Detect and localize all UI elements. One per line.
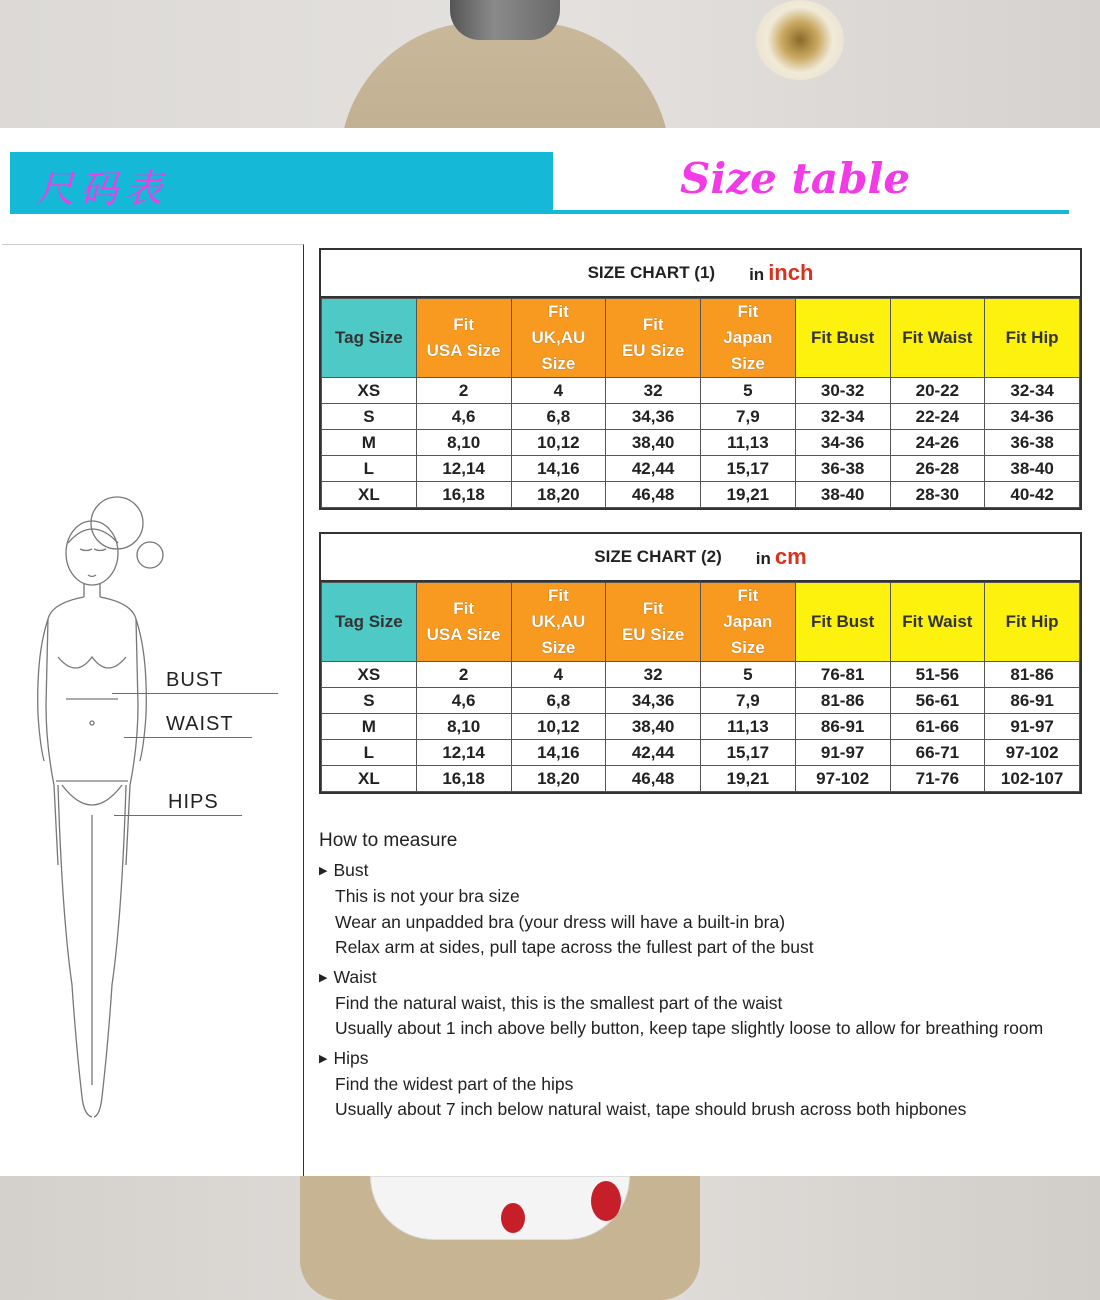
table-row (322, 766, 1080, 792)
measure-instruction: Relax arm at sides, pull tape across the fullest part of the bust (335, 937, 814, 957)
table-cell: 7,9 (701, 688, 796, 714)
table-cell: 15,17 (701, 456, 796, 482)
size-chart-inch (319, 248, 1082, 510)
table-cell: 19,21 (701, 482, 796, 508)
table-cell: 12,14 (416, 456, 511, 482)
measure-instruction: Usually about 1 inch above belly button, keep tape slightly loose to allow for breathing room (335, 1018, 1044, 1038)
table-cell: 38,40 (606, 714, 701, 740)
measure-section-heading: Bust (333, 860, 369, 880)
size-table-title: Size table (680, 154, 911, 203)
measure-instruction: Find the natural waist, this is the smallest part of the waist (335, 992, 783, 1013)
size-chart-1-title: SIZE CHART (1) (587, 263, 716, 282)
table-cell: 18,20 (511, 766, 606, 792)
column-header: Fit Hip (985, 583, 1080, 662)
how-to-measure (319, 830, 1099, 1129)
table-cell: 2 (416, 662, 511, 688)
measure-instruction: Find the widest part of the hips (335, 1073, 574, 1094)
bust-label: BUST (166, 669, 224, 691)
table-cell: 56-61 (890, 688, 985, 714)
table-cell: L (322, 740, 417, 766)
table-row (322, 482, 1080, 508)
table-cell: 4 (511, 662, 606, 688)
column-header: Fit UK,AU Size (511, 299, 606, 378)
table-cell: 81-86 (985, 662, 1080, 688)
size-chart-2-title-row (321, 534, 1080, 582)
wall-ornament (756, 0, 844, 80)
table-cell: 71-76 (890, 766, 985, 792)
table-cell: 97-102 (985, 740, 1080, 766)
table-cell: 34-36 (985, 404, 1080, 430)
table-cell: XL (322, 482, 417, 508)
table-cell: 86-91 (985, 688, 1080, 714)
table-cell: 11,13 (701, 430, 796, 456)
column-header: Fit Hip (985, 299, 1080, 378)
table-cell: 15,17 (701, 740, 796, 766)
measure-instruction: This is not your bra size (335, 886, 520, 906)
table-cell: XS (322, 378, 417, 404)
table-cell: 24-26 (890, 430, 985, 456)
table-cell: 8,10 (416, 714, 511, 740)
column-header: Fit Japan Size (701, 583, 796, 662)
table-cell: 20-22 (890, 378, 985, 404)
table-cell: 4,6 (416, 404, 511, 430)
column-header: Fit USA Size (416, 583, 511, 662)
table-cell: 91-97 (985, 714, 1080, 740)
table-cell: 28-30 (890, 482, 985, 508)
table-cell: 86-91 (795, 714, 890, 740)
how-to-measure-title: How to measure (319, 830, 458, 851)
column-header: Fit Waist (890, 583, 985, 662)
size-chart-cm (319, 532, 1082, 794)
table-cell: 16,18 (416, 766, 511, 792)
column-header: Fit Japan Size (701, 299, 796, 378)
measure-section (319, 860, 1099, 961)
figure-panel (2, 244, 304, 1176)
table-cell: 7,9 (701, 404, 796, 430)
header-row (322, 583, 1080, 662)
table-cell: 6,8 (511, 404, 606, 430)
bust-line (112, 693, 278, 694)
table-cell: M (322, 714, 417, 740)
table-cell: 102-107 (985, 766, 1080, 792)
table-cell: XS (322, 662, 417, 688)
table-cell: 42,44 (606, 456, 701, 482)
table-cell: 32 (606, 378, 701, 404)
table-row (322, 688, 1080, 714)
waist-line (124, 737, 252, 738)
table-cell: S (322, 404, 417, 430)
table-cell: 66-71 (890, 740, 985, 766)
table-cell: 32 (606, 662, 701, 688)
header-underline (553, 210, 1069, 214)
measure-instruction: Usually about 7 inch below natural waist, tape should brush across both hipbones (335, 1099, 967, 1119)
table-cell: 46,48 (606, 482, 701, 508)
table-cell: 51-56 (890, 662, 985, 688)
bullet-triangle-icon: ▶ (319, 865, 328, 877)
table-cell: 32-34 (985, 378, 1080, 404)
size-table-cm (321, 582, 1080, 792)
size-chart-2-title: SIZE CHART (2) (594, 547, 722, 566)
bullet-triangle-icon: ▶ (319, 1052, 328, 1065)
table-cell: 38,40 (606, 430, 701, 456)
measure-section-heading: Hips (333, 1047, 369, 1068)
column-header: Fit USA Size (416, 299, 511, 378)
table-row (322, 740, 1080, 766)
table-row (322, 378, 1080, 404)
table-cell: 91-97 (795, 740, 890, 766)
size-chart-2-unit: in cm (755, 544, 807, 569)
size-chart-1-unit: in inch (749, 260, 814, 285)
table-cell: 4,6 (416, 688, 511, 714)
table-cell: 81-86 (795, 688, 890, 714)
column-header: Tag Size (322, 583, 417, 662)
table-cell: S (322, 688, 417, 714)
table-cell: 6,8 (511, 688, 606, 714)
cherry-print (501, 1203, 525, 1233)
table-cell: 16,18 (416, 482, 511, 508)
table-cell: 5 (701, 662, 796, 688)
table-cell: 97-102 (795, 766, 890, 792)
chinese-title: 尺码表 (36, 167, 169, 211)
size-table-inch (321, 298, 1080, 508)
column-header: Fit Bust (795, 299, 890, 378)
hips-line (114, 815, 242, 816)
bullet-triangle-icon: ▶ (319, 971, 328, 984)
hips-label: HIPS (168, 791, 219, 813)
measure-instruction: Wear an unpadded bra (your dress will have a built-in bra) (335, 911, 786, 932)
table-cell: 40-42 (985, 482, 1080, 508)
size-chart-1-title-row (321, 250, 1080, 298)
column-header: Fit Bust (795, 583, 890, 662)
header-row (322, 299, 1080, 378)
table-cell: 34,36 (606, 688, 701, 714)
table-cell: 5 (701, 378, 796, 404)
table-cell: 4 (511, 378, 606, 404)
table-row (322, 662, 1080, 688)
table-cell: 34-36 (795, 430, 890, 456)
table-cell: 42,44 (606, 740, 701, 766)
table-cell: 18,20 (511, 482, 606, 508)
measure-section (319, 967, 1099, 1042)
column-header: Tag Size (322, 299, 417, 378)
size-chart-card (0, 128, 1100, 1176)
table-cell: XL (322, 766, 417, 792)
table-cell: 2 (416, 378, 511, 404)
column-header: Fit EU Size (606, 299, 701, 378)
column-header: Fit EU Size (606, 583, 701, 662)
table-cell: 26-28 (890, 456, 985, 482)
table-cell: 46,48 (606, 766, 701, 792)
table-cell: 19,21 (701, 766, 796, 792)
table-row (322, 430, 1080, 456)
background-photo-top (0, 0, 1100, 128)
table-cell: 8,10 (416, 430, 511, 456)
table-cell: 22-24 (890, 404, 985, 430)
column-header: Fit Waist (890, 299, 985, 378)
table-cell: 61-66 (890, 714, 985, 740)
table-cell: 11,13 (701, 714, 796, 740)
table-cell: 34,36 (606, 404, 701, 430)
table-cell: 30-32 (795, 378, 890, 404)
table-cell: 10,12 (511, 430, 606, 456)
table-cell: 10,12 (511, 714, 606, 740)
cherry-print-shorts (370, 1176, 630, 1240)
table-cell: 14,16 (511, 740, 606, 766)
table-cell: M (322, 430, 417, 456)
table-cell: 38-40 (985, 456, 1080, 482)
table-cell: 32-34 (795, 404, 890, 430)
background-photo-bottom (0, 1176, 1100, 1300)
table-cell: 76-81 (795, 662, 890, 688)
mannequin-neck (450, 0, 560, 40)
waist-label: WAIST (166, 713, 234, 735)
table-row (322, 714, 1080, 740)
table-cell: 14,16 (511, 456, 606, 482)
measure-section (319, 1048, 1099, 1123)
table-cell: 12,14 (416, 740, 511, 766)
table-row (322, 404, 1080, 430)
table-row (322, 456, 1080, 482)
table-cell: 36-38 (795, 456, 890, 482)
table-cell: L (322, 456, 417, 482)
table-cell: 36-38 (985, 430, 1080, 456)
cherry-print (591, 1181, 621, 1221)
measure-section-heading: Waist (333, 966, 377, 987)
column-header: Fit UK,AU Size (511, 583, 606, 662)
table-cell: 38-40 (795, 482, 890, 508)
